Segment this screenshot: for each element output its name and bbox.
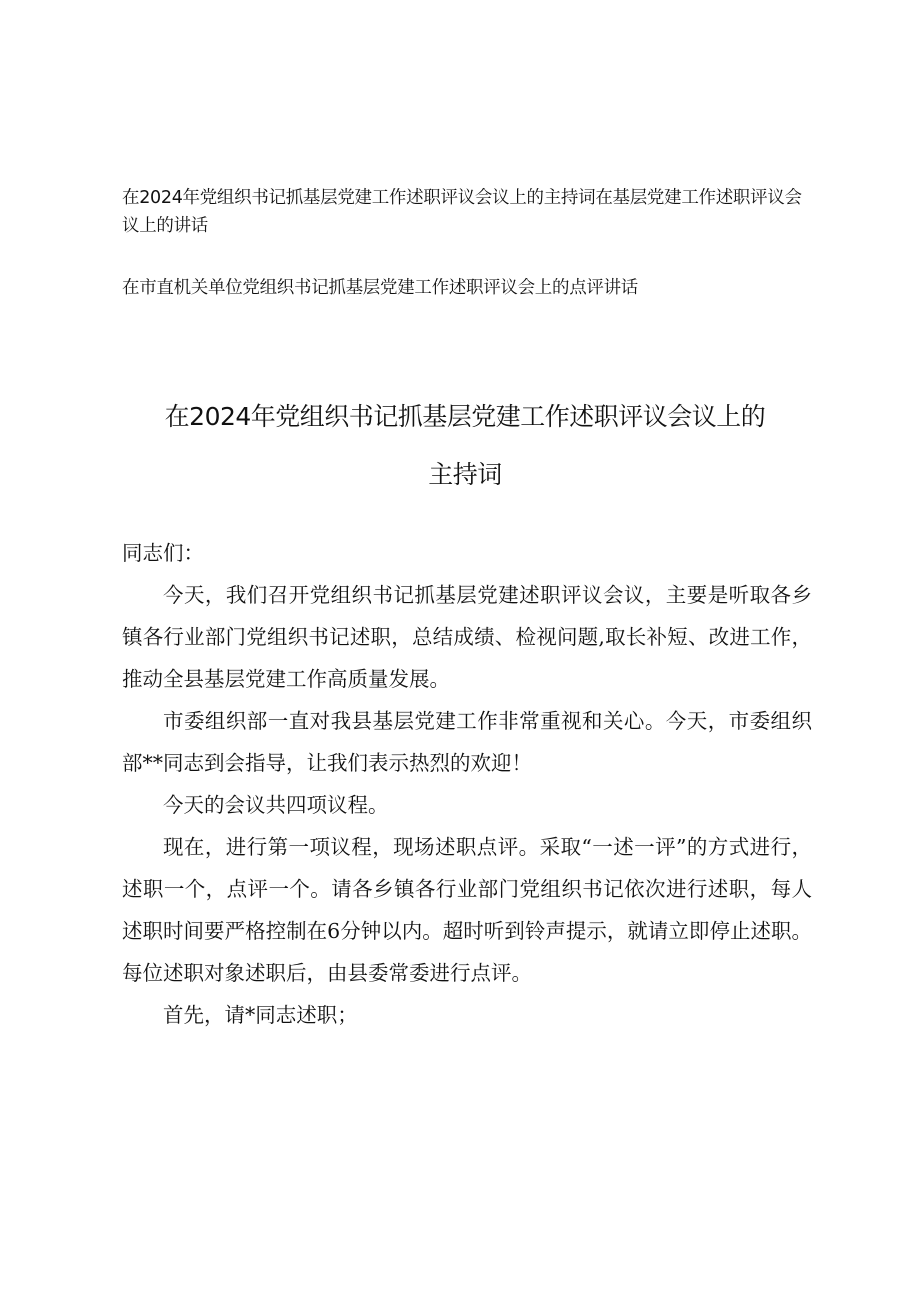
table-of-contents	[122, 184, 812, 302]
document-title	[110, 388, 820, 504]
paragraph-3: 今天的会议共四项议程。	[163, 793, 389, 817]
document-body	[122, 532, 812, 1036]
paragraph-1: 今天，我们召开党组织书记抓基层党建述职评议会议，主要是听取各乡镇各行业部门党组织书记述职，总结成绩、检视问题,取长补短、改进工作，推动全县基层党建工作高质量发展。	[122, 583, 812, 691]
document-title-line-1: 在2024年党组织书记抓基层党建工作述职评议会议上的	[164, 402, 766, 431]
paragraph-4: 现在，进行第一项议程，现场述职点评。采取“一述一评”的方式进行，述职一个，点评一个。请各乡镇各行业部门党组织书记依次进行述职，每人述职时间要严格控制在6分钟以内。超时听到铃声提示，就请立即停止述职。每位述职对象述职后，由县委常委进行点评。	[122, 835, 812, 985]
paragraph-2: 市委组织部一直对我县基层党建工作非常重视和关心。今天，市委组织部**同志到会指导，让我们表示热烈的欢迎！	[122, 709, 812, 775]
salutation: 同志们：	[122, 541, 204, 565]
paragraph-5: 首先，请*同志述职；	[163, 1003, 358, 1027]
document-title-line-2: 主持词	[428, 460, 502, 489]
toc-item-2: 在市直机关单位党组织书记抓基层党建工作述职评议会上的点评讲话	[122, 278, 638, 298]
toc-item-1: 在2024年党组织书记抓基层党建工作述职评议会议上的主持词在基层党建工作述职评议会议上的讲话	[122, 188, 802, 236]
